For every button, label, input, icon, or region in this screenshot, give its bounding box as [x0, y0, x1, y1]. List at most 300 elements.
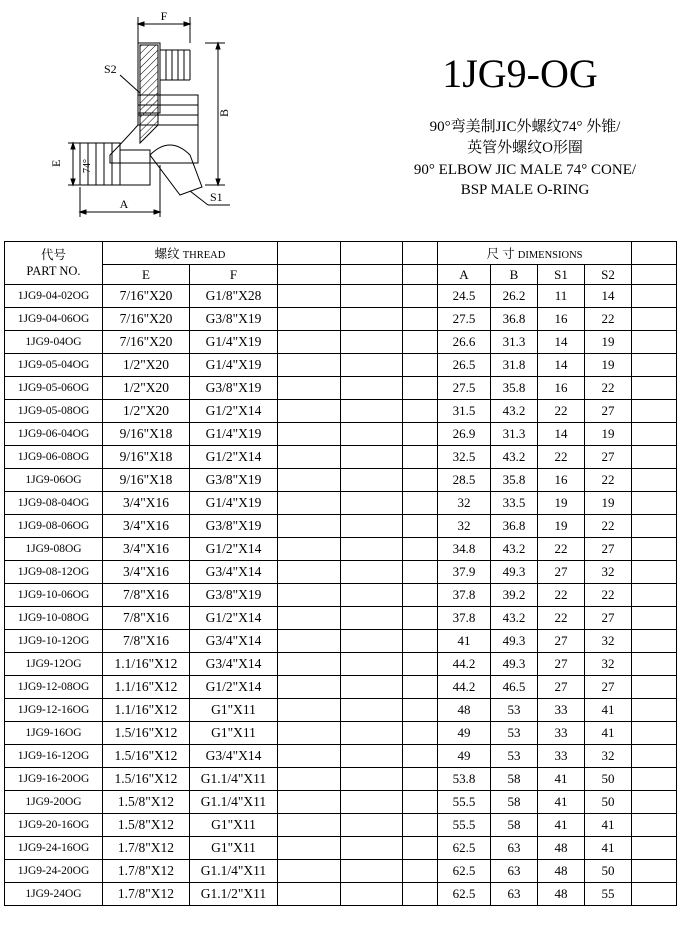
blank-cell: [632, 423, 677, 446]
cell-dim-b: 43.2: [491, 446, 538, 469]
blank-cell: [403, 630, 438, 653]
table-row: [5, 400, 677, 423]
cell-dim-s1: 22: [538, 584, 585, 607]
dimensions-header-en: DIMENSIONS: [517, 250, 583, 261]
cell-thread-e: 1.1/16"X12: [103, 653, 190, 676]
cell-dim-s2: 27: [585, 676, 632, 699]
cell-dim-b: 35.8: [491, 469, 538, 492]
blank-cell: [632, 607, 677, 630]
col-header-S2: S2: [585, 265, 632, 285]
cell-dim-a: 49: [438, 745, 491, 768]
cell-dim-s1: 41: [538, 768, 585, 791]
blank-cell: [278, 446, 341, 469]
cell-thread-e: 1.1/16"X12: [103, 676, 190, 699]
cell-dim-s2: 41: [585, 699, 632, 722]
cell-thread-e: 3/4"X16: [103, 561, 190, 584]
cell-dim-a: 24.5: [438, 285, 491, 308]
cell-dim-s1: 33: [538, 722, 585, 745]
cell-dim-s1: 22: [538, 607, 585, 630]
cell-dim-a: 48: [438, 699, 491, 722]
cell-thread-e: 1.7/8"X12: [103, 860, 190, 883]
table-row: [5, 860, 677, 883]
blank-cell: [278, 331, 341, 354]
cell-thread-f: G1/4"X19: [190, 423, 278, 446]
cell-thread-e: 1/2"X20: [103, 354, 190, 377]
cell-dim-b: 31.3: [491, 423, 538, 446]
cell-dim-s2: 41: [585, 722, 632, 745]
header-row-2: [5, 265, 677, 285]
cell-dim-s1: 16: [538, 308, 585, 331]
cell-thread-f: G1"X11: [190, 814, 278, 837]
cell-dim-b: 58: [491, 814, 538, 837]
col-header-E: E: [103, 265, 190, 285]
cell-part-no: 1JG9-06-04OG: [5, 423, 103, 446]
blank-cell: [341, 377, 403, 400]
cell-dim-a: 37.8: [438, 584, 491, 607]
blank-cell: [278, 745, 341, 768]
cell-part-no: 1JG9-24-20OG: [5, 860, 103, 883]
cell-dim-b: 58: [491, 791, 538, 814]
blank-cell: [341, 722, 403, 745]
blank-cell: [632, 561, 677, 584]
table-row: [5, 745, 677, 768]
cell-dim-b: 36.8: [491, 308, 538, 331]
blank-cell: [341, 630, 403, 653]
cell-dim-s1: 16: [538, 469, 585, 492]
thread-header: [103, 242, 278, 265]
cell-dim-b: 46.5: [491, 676, 538, 699]
blank-cell: [341, 883, 403, 906]
cell-thread-f: G3/4"X14: [190, 630, 278, 653]
table-row: [5, 331, 677, 354]
cell-thread-e: 1.1/16"X12: [103, 699, 190, 722]
cell-dim-a: 44.2: [438, 676, 491, 699]
blank-cell: [341, 653, 403, 676]
blank-cell: [632, 653, 677, 676]
cell-part-no: 1JG9-08-04OG: [5, 492, 103, 515]
cell-dim-s1: 11: [538, 285, 585, 308]
cell-dim-a: 53.8: [438, 768, 491, 791]
cell-dim-s2: 22: [585, 515, 632, 538]
blank-cell: [278, 653, 341, 676]
blank-cell: [632, 446, 677, 469]
blank-cell: [341, 538, 403, 561]
cell-dim-s1: 48: [538, 883, 585, 906]
blank-cell: [632, 722, 677, 745]
cell-thread-f: G1/2"X14: [190, 400, 278, 423]
cell-thread-f: G1/2"X14: [190, 607, 278, 630]
cell-part-no: 1JG9-16-20OG: [5, 768, 103, 791]
label-S1: S1: [210, 190, 223, 204]
blank-cell: [278, 699, 341, 722]
blank-cell: [278, 515, 341, 538]
part-no-header: [5, 242, 103, 285]
blank-cell: [632, 469, 677, 492]
blank-cell: [278, 630, 341, 653]
blank-cell: [341, 768, 403, 791]
table-row: [5, 699, 677, 722]
cell-thread-f: G1/4"X19: [190, 492, 278, 515]
cell-thread-e: 7/16"X20: [103, 285, 190, 308]
cell-dim-a: 26.9: [438, 423, 491, 446]
blank-cell: [341, 242, 403, 265]
table-row: [5, 308, 677, 331]
cell-dim-s2: 50: [585, 768, 632, 791]
table-row: [5, 423, 677, 446]
blank-cell: [341, 285, 403, 308]
cell-thread-e: 1.7/8"X12: [103, 883, 190, 906]
table-row: [5, 538, 677, 561]
blank-cell: [403, 791, 438, 814]
cell-dim-s1: 48: [538, 837, 585, 860]
cell-dim-b: 49.3: [491, 653, 538, 676]
cell-thread-e: 3/4"X16: [103, 538, 190, 561]
cell-thread-e: 1.5/16"X12: [103, 768, 190, 791]
cell-part-no: 1JG9-12OG: [5, 653, 103, 676]
cell-dim-b: 53: [491, 722, 538, 745]
blank-cell: [341, 584, 403, 607]
cell-thread-e: 1.5/16"X12: [103, 722, 190, 745]
cell-thread-e: 1/2"X20: [103, 400, 190, 423]
cell-thread-f: G1"X11: [190, 837, 278, 860]
cell-dim-s2: 19: [585, 331, 632, 354]
cell-thread-f: G3/8"X19: [190, 377, 278, 400]
blank-cell: [278, 837, 341, 860]
cell-dim-a: 44.2: [438, 653, 491, 676]
blank-cell: [278, 377, 341, 400]
cell-dim-a: 32: [438, 515, 491, 538]
cell-dim-s2: 22: [585, 308, 632, 331]
cell-dim-a: 49: [438, 722, 491, 745]
blank-cell: [403, 814, 438, 837]
cell-dim-a: 41: [438, 630, 491, 653]
cell-thread-f: G3/4"X14: [190, 653, 278, 676]
cell-thread-e: 3/4"X16: [103, 515, 190, 538]
cell-part-no: 1JG9-12-16OG: [5, 699, 103, 722]
cell-thread-e: 7/8"X16: [103, 607, 190, 630]
blank-cell: [632, 354, 677, 377]
blank-cell: [278, 814, 341, 837]
blank-cell: [341, 699, 403, 722]
cell-thread-f: G1"X11: [190, 699, 278, 722]
blank-cell: [632, 699, 677, 722]
cell-dim-s1: 22: [538, 538, 585, 561]
blank-cell: [403, 699, 438, 722]
cell-dim-a: 55.5: [438, 814, 491, 837]
description-cn-line2: 英管外螺纹O形圈: [467, 140, 583, 156]
blank-cell: [632, 837, 677, 860]
cell-dim-b: 43.2: [491, 400, 538, 423]
blank-cell: [341, 469, 403, 492]
cell-part-no: 1JG9-04-06OG: [5, 308, 103, 331]
cell-dim-b: 35.8: [491, 377, 538, 400]
cell-dim-s2: 41: [585, 814, 632, 837]
table-row: [5, 768, 677, 791]
cell-dim-s2: 27: [585, 538, 632, 561]
blank-cell: [403, 883, 438, 906]
blank-cell: [341, 814, 403, 837]
blank-cell: [403, 308, 438, 331]
cell-thread-e: 1/2"X20: [103, 377, 190, 400]
blank-cell: [632, 584, 677, 607]
cell-dim-s1: 33: [538, 699, 585, 722]
cell-thread-f: G1/4"X19: [190, 354, 278, 377]
cell-thread-f: G3/4"X14: [190, 745, 278, 768]
cell-part-no: 1JG9-24OG: [5, 883, 103, 906]
blank-cell: [278, 722, 341, 745]
table-row: [5, 791, 677, 814]
thread-header-cn: 螺纹: [154, 247, 180, 261]
blank-cell: [632, 768, 677, 791]
cell-part-no: 1JG9-16-12OG: [5, 745, 103, 768]
blank-cell: [278, 242, 341, 265]
cell-dim-b: 39.2: [491, 584, 538, 607]
table-row: [5, 653, 677, 676]
cell-part-no: 1JG9-06-08OG: [5, 446, 103, 469]
description-en-line1: 90° ELBOW JIC MALE 74° CONE/: [413, 162, 637, 178]
dimensions-header: [438, 242, 632, 265]
cell-dim-a: 32.5: [438, 446, 491, 469]
cell-dim-b: 53: [491, 699, 538, 722]
cell-dim-b: 31.8: [491, 354, 538, 377]
cell-dim-s1: 16: [538, 377, 585, 400]
cell-dim-a: 31.5: [438, 400, 491, 423]
cell-thread-e: 3/4"X16: [103, 492, 190, 515]
blank-cell: [632, 492, 677, 515]
blank-cell: [278, 561, 341, 584]
cell-dim-s2: 41: [585, 837, 632, 860]
cell-dim-s2: 22: [585, 377, 632, 400]
cell-dim-s2: 27: [585, 607, 632, 630]
cell-part-no: 1JG9-04OG: [5, 331, 103, 354]
cell-part-no: 1JG9-05-04OG: [5, 354, 103, 377]
blank-cell: [341, 308, 403, 331]
cell-part-no: 1JG9-05-06OG: [5, 377, 103, 400]
cell-dim-s2: 22: [585, 584, 632, 607]
cell-thread-f: G3/8"X19: [190, 308, 278, 331]
blank-cell: [278, 469, 341, 492]
cell-dim-b: 49.3: [491, 561, 538, 584]
label-S2: S2: [104, 62, 117, 76]
cell-thread-e: 1.5/16"X12: [103, 745, 190, 768]
cell-dim-s1: 19: [538, 492, 585, 515]
blank-cell: [278, 584, 341, 607]
col-header-F: F: [190, 265, 278, 285]
cell-thread-e: 7/8"X16: [103, 584, 190, 607]
cell-thread-f: G3/8"X19: [190, 584, 278, 607]
cell-dim-a: 27.5: [438, 377, 491, 400]
cell-dim-s1: 14: [538, 354, 585, 377]
table-row: [5, 354, 677, 377]
label-E: E: [49, 159, 63, 167]
cell-dim-s1: 14: [538, 331, 585, 354]
blank-cell: [403, 469, 438, 492]
blank-cell: [632, 265, 677, 285]
blank-cell: [341, 791, 403, 814]
blank-cell: [341, 354, 403, 377]
cell-part-no: 1JG9-12-08OG: [5, 676, 103, 699]
blank-cell: [403, 377, 438, 400]
table-row: [5, 584, 677, 607]
cell-dim-b: 63: [491, 837, 538, 860]
cell-dim-s1: 22: [538, 400, 585, 423]
table-row: [5, 446, 677, 469]
cell-dim-a: 62.5: [438, 883, 491, 906]
cell-dim-a: 55.5: [438, 791, 491, 814]
blank-cell: [278, 265, 341, 285]
table-row: [5, 561, 677, 584]
cell-dim-b: 31.3: [491, 331, 538, 354]
cell-part-no: 1JG9-24-16OG: [5, 837, 103, 860]
cell-part-no: 1JG9-10-12OG: [5, 630, 103, 653]
cell-part-no: 1JG9-16OG: [5, 722, 103, 745]
blank-cell: [403, 676, 438, 699]
blank-cell: [341, 837, 403, 860]
cell-dim-s1: 27: [538, 653, 585, 676]
table-row: [5, 607, 677, 630]
cell-dim-a: 32: [438, 492, 491, 515]
blank-cell: [341, 265, 403, 285]
blank-cell: [341, 515, 403, 538]
blank-cell: [403, 561, 438, 584]
product-title: 1JG9-OG: [442, 51, 598, 96]
cell-thread-f: G1/2"X14: [190, 538, 278, 561]
table-row: [5, 676, 677, 699]
blank-cell: [341, 400, 403, 423]
cell-thread-e: 1.7/8"X12: [103, 837, 190, 860]
table-row: [5, 515, 677, 538]
cell-dim-s2: 32: [585, 745, 632, 768]
cell-thread-e: 9/16"X18: [103, 423, 190, 446]
cell-dim-a: 37.9: [438, 561, 491, 584]
cell-dim-s1: 19: [538, 515, 585, 538]
cell-dim-s1: 27: [538, 561, 585, 584]
cell-dim-b: 33.5: [491, 492, 538, 515]
cell-dim-b: 36.8: [491, 515, 538, 538]
cell-dim-b: 43.2: [491, 607, 538, 630]
table-row: [5, 492, 677, 515]
blank-cell: [632, 242, 677, 265]
blank-cell: [403, 354, 438, 377]
part-no-header-cn: 代号: [40, 248, 66, 262]
cell-dim-s1: 22: [538, 446, 585, 469]
blank-cell: [632, 883, 677, 906]
cell-thread-f: G1"X11: [190, 722, 278, 745]
blank-cell: [403, 242, 438, 265]
col-header-B: B: [491, 265, 538, 285]
blank-cell: [403, 584, 438, 607]
cell-part-no: 1JG9-20OG: [5, 791, 103, 814]
cell-part-no: 1JG9-05-08OG: [5, 400, 103, 423]
blank-cell: [278, 768, 341, 791]
cell-part-no: 1JG9-04-02OG: [5, 285, 103, 308]
cell-dim-a: 62.5: [438, 860, 491, 883]
thread-header-en: THREAD: [182, 250, 226, 261]
cell-dim-s1: 41: [538, 814, 585, 837]
cell-dim-a: 37.8: [438, 607, 491, 630]
blank-cell: [403, 745, 438, 768]
cell-thread-f: G1/2"X14: [190, 676, 278, 699]
cell-dim-a: 28.5: [438, 469, 491, 492]
blank-cell: [341, 745, 403, 768]
cell-dim-s2: 19: [585, 492, 632, 515]
table-row: [5, 630, 677, 653]
cell-thread-f: G1.1/2"X11: [190, 883, 278, 906]
table-row: [5, 883, 677, 906]
table-row: [5, 814, 677, 837]
blank-cell: [278, 538, 341, 561]
blank-cell: [632, 515, 677, 538]
cell-dim-a: 27.5: [438, 308, 491, 331]
description-en-line2: BSP MALE O-RING: [460, 182, 590, 198]
blank-cell: [403, 515, 438, 538]
cell-dim-s2: 50: [585, 791, 632, 814]
cell-dim-s2: 14: [585, 285, 632, 308]
cell-thread-e: 1.5/8"X12: [103, 791, 190, 814]
blank-cell: [341, 860, 403, 883]
blank-cell: [341, 423, 403, 446]
blank-cell: [341, 331, 403, 354]
blank-cell: [403, 265, 438, 285]
cell-thread-e: 9/16"X18: [103, 446, 190, 469]
blank-cell: [403, 400, 438, 423]
cell-dim-b: 26.2: [491, 285, 538, 308]
cell-dim-s1: 33: [538, 745, 585, 768]
blank-cell: [632, 285, 677, 308]
cell-thread-f: G3/8"X19: [190, 469, 278, 492]
cell-dim-s2: 50: [585, 860, 632, 883]
cell-dim-a: 26.5: [438, 354, 491, 377]
cell-thread-f: G3/4"X14: [190, 561, 278, 584]
blank-cell: [403, 860, 438, 883]
cell-part-no: 1JG9-08-12OG: [5, 561, 103, 584]
cell-thread-f: G1/8"X28: [190, 285, 278, 308]
header-row-1: [5, 242, 677, 265]
cell-thread-f: G1/2"X14: [190, 446, 278, 469]
col-header-A: A: [438, 265, 491, 285]
blank-cell: [341, 492, 403, 515]
blank-cell: [403, 837, 438, 860]
cell-dim-s1: 48: [538, 860, 585, 883]
blank-cell: [632, 400, 677, 423]
dimensions-header-cn: 尺 寸: [486, 247, 515, 261]
cell-dim-a: 34.8: [438, 538, 491, 561]
cell-part-no: 1JG9-06OG: [5, 469, 103, 492]
blank-cell: [341, 607, 403, 630]
blank-cell: [403, 538, 438, 561]
blank-cell: [278, 354, 341, 377]
cell-dim-s2: 19: [585, 354, 632, 377]
cell-dim-s1: 27: [538, 676, 585, 699]
cell-dim-s2: 32: [585, 653, 632, 676]
blank-cell: [403, 446, 438, 469]
blank-cell: [632, 745, 677, 768]
cell-thread-e: 7/16"X20: [103, 331, 190, 354]
blank-cell: [403, 722, 438, 745]
blank-cell: [632, 676, 677, 699]
cell-dim-s2: 32: [585, 561, 632, 584]
label-F: F: [160, 9, 168, 23]
cell-dim-s1: 27: [538, 630, 585, 653]
blank-cell: [403, 653, 438, 676]
blank-cell: [403, 423, 438, 446]
cell-thread-e: 7/16"X20: [103, 308, 190, 331]
label-B: B: [217, 108, 231, 117]
description-cn-line1: 90°弯美制JIC外螺纹74° 外锥/: [429, 119, 621, 135]
blank-cell: [278, 791, 341, 814]
cell-dim-a: 26.6: [438, 331, 491, 354]
cell-dim-s2: 55: [585, 883, 632, 906]
